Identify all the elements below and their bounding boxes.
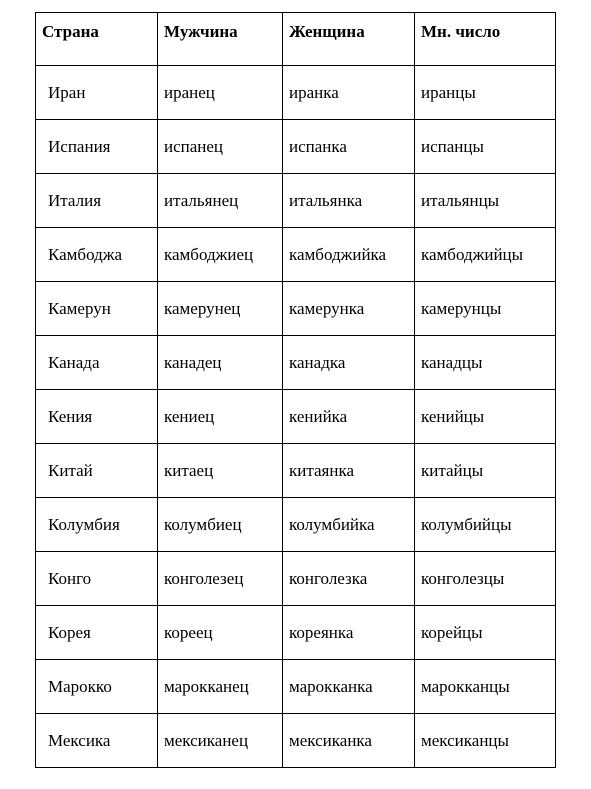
table-row — [36, 174, 556, 228]
cell-plural: мексиканцы — [415, 714, 556, 768]
cell-male: мексиканец — [158, 714, 283, 768]
cell-male: канадец — [158, 336, 283, 390]
cell-male: колумбиец — [158, 498, 283, 552]
cell-female: кенийка — [283, 390, 415, 444]
cell-country: Иран — [36, 66, 158, 120]
cell-plural: камерунцы — [415, 282, 556, 336]
cell-country: Конго — [36, 552, 158, 606]
table-row — [36, 498, 556, 552]
cell-plural: канадцы — [415, 336, 556, 390]
table-row — [36, 552, 556, 606]
table-row — [36, 120, 556, 174]
cell-country: Камерун — [36, 282, 158, 336]
cell-country: Марокко — [36, 660, 158, 714]
cell-male: конголезец — [158, 552, 283, 606]
table-row — [36, 390, 556, 444]
cell-female: конголезка — [283, 552, 415, 606]
cell-female: кореянка — [283, 606, 415, 660]
cell-country: Испания — [36, 120, 158, 174]
table-row — [36, 66, 556, 120]
cell-country: Китай — [36, 444, 158, 498]
table-row — [36, 444, 556, 498]
cell-male: испанец — [158, 120, 283, 174]
cell-plural: итальянцы — [415, 174, 556, 228]
cell-male: кореец — [158, 606, 283, 660]
cell-female: камбоджийка — [283, 228, 415, 282]
cell-female: иранка — [283, 66, 415, 120]
cell-male: камерунец — [158, 282, 283, 336]
cell-plural: корейцы — [415, 606, 556, 660]
header-plural: Мн. число — [415, 13, 556, 66]
cell-plural: камбоджийцы — [415, 228, 556, 282]
cell-male: камбоджиец — [158, 228, 283, 282]
cell-female: китаянка — [283, 444, 415, 498]
cell-country: Колумбия — [36, 498, 158, 552]
cell-plural: кенийцы — [415, 390, 556, 444]
table-row — [36, 228, 556, 282]
cell-female: мексиканка — [283, 714, 415, 768]
table-row — [36, 336, 556, 390]
cell-female: итальянка — [283, 174, 415, 228]
table-row — [36, 606, 556, 660]
header-female: Женщина — [283, 13, 415, 66]
cell-female: марокканка — [283, 660, 415, 714]
cell-plural: испанцы — [415, 120, 556, 174]
cell-male: кениец — [158, 390, 283, 444]
cell-female: канадка — [283, 336, 415, 390]
cell-plural: колумбийцы — [415, 498, 556, 552]
cell-country: Корея — [36, 606, 158, 660]
header-male: Мужчина — [158, 13, 283, 66]
header-country: Страна — [36, 13, 158, 66]
cell-country: Мексика — [36, 714, 158, 768]
cell-country: Кения — [36, 390, 158, 444]
cell-female: камерунка — [283, 282, 415, 336]
table-row — [36, 714, 556, 768]
cell-female: колумбийка — [283, 498, 415, 552]
table-row — [36, 282, 556, 336]
cell-country: Италия — [36, 174, 158, 228]
cell-plural: китайцы — [415, 444, 556, 498]
cell-country: Камбоджа — [36, 228, 158, 282]
cell-country: Канада — [36, 336, 158, 390]
table-row — [36, 660, 556, 714]
cell-female: испанка — [283, 120, 415, 174]
header-row — [36, 13, 556, 66]
nationality-table — [35, 12, 556, 768]
cell-male: итальянец — [158, 174, 283, 228]
cell-male: марокканец — [158, 660, 283, 714]
cell-plural: конголезцы — [415, 552, 556, 606]
cell-plural: иранцы — [415, 66, 556, 120]
cell-plural: марокканцы — [415, 660, 556, 714]
cell-male: китаец — [158, 444, 283, 498]
cell-male: иранец — [158, 66, 283, 120]
table-body — [36, 66, 556, 768]
